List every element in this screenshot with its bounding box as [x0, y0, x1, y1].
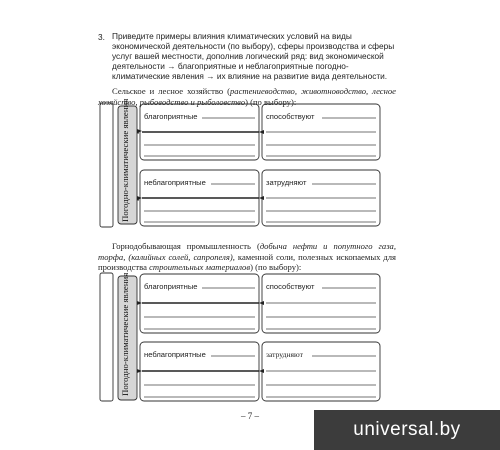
diagram-1-favorable-label: благоприятные: [144, 112, 198, 121]
section2-intro-italic2: строительных материалов: [149, 262, 251, 272]
diagram-1-unfavorable-effect: затрудняют: [266, 178, 307, 187]
diagram-2-unfavorable-effect: затрудняют: [266, 350, 303, 359]
task-number: 3.: [98, 32, 105, 42]
section2-intro-mid: , каменной соли, полезных ископаемых для производства: [98, 251, 397, 272]
task-text: Приведите примеры влияния климатических условий на виды экономической деятельности (по выбору), сферы производства и сферы услуг вашей местности, дополнив логический ряд: вид экономической деятельности → благоприятные и неблагоприятные погодно-климатические явления → их влияние на развитие вида деятельности.: [112, 31, 395, 81]
diagram-1-unfavorable-label: неблагоприятные: [144, 178, 206, 187]
diagram-2: [98, 271, 398, 405]
diagram-2-unfavorable-label: неблагоприятные: [144, 350, 206, 359]
diagram-2-favorable-label: благоприятные: [144, 282, 198, 291]
section2-intro-plain: Горнодобывающая промышленность (: [112, 241, 260, 251]
watermark: universal.by: [314, 410, 500, 450]
diagram-2-favorable-effect: способствуют: [266, 282, 315, 291]
diagram-1-vertical-box: [118, 98, 137, 224]
section2-intro-tail: ) (по выбору):: [250, 262, 302, 272]
section1-intro-tail: ) (по выбору):: [245, 96, 297, 107]
diagram-1-lines: [98, 98, 398, 231]
section2-intro: [98, 241, 396, 273]
section1-intro-italic: растениеводство, животноводство, лесное хозяйство, рыбоводство и рыболовство: [98, 86, 396, 107]
section1-intro-plain: Сельское и лесное хозяйство (: [112, 86, 230, 96]
diagram-1: [98, 98, 398, 231]
page-number: – 7 –: [241, 411, 259, 421]
diagram-1-vertical-label: Погодно-климатические явления: [120, 98, 130, 222]
diagram-2-vertical-label: Погодно-климатические явления: [120, 272, 130, 396]
diagram-1-favorable-effect: способствуют: [266, 112, 315, 121]
diagram-2-vertical-box: [118, 272, 137, 400]
diagram-2-lines: [98, 271, 398, 405]
section2-intro-italic1: добыча нефти и попутного газа, торфа, (калийных солей, сапропеля): [98, 241, 396, 262]
